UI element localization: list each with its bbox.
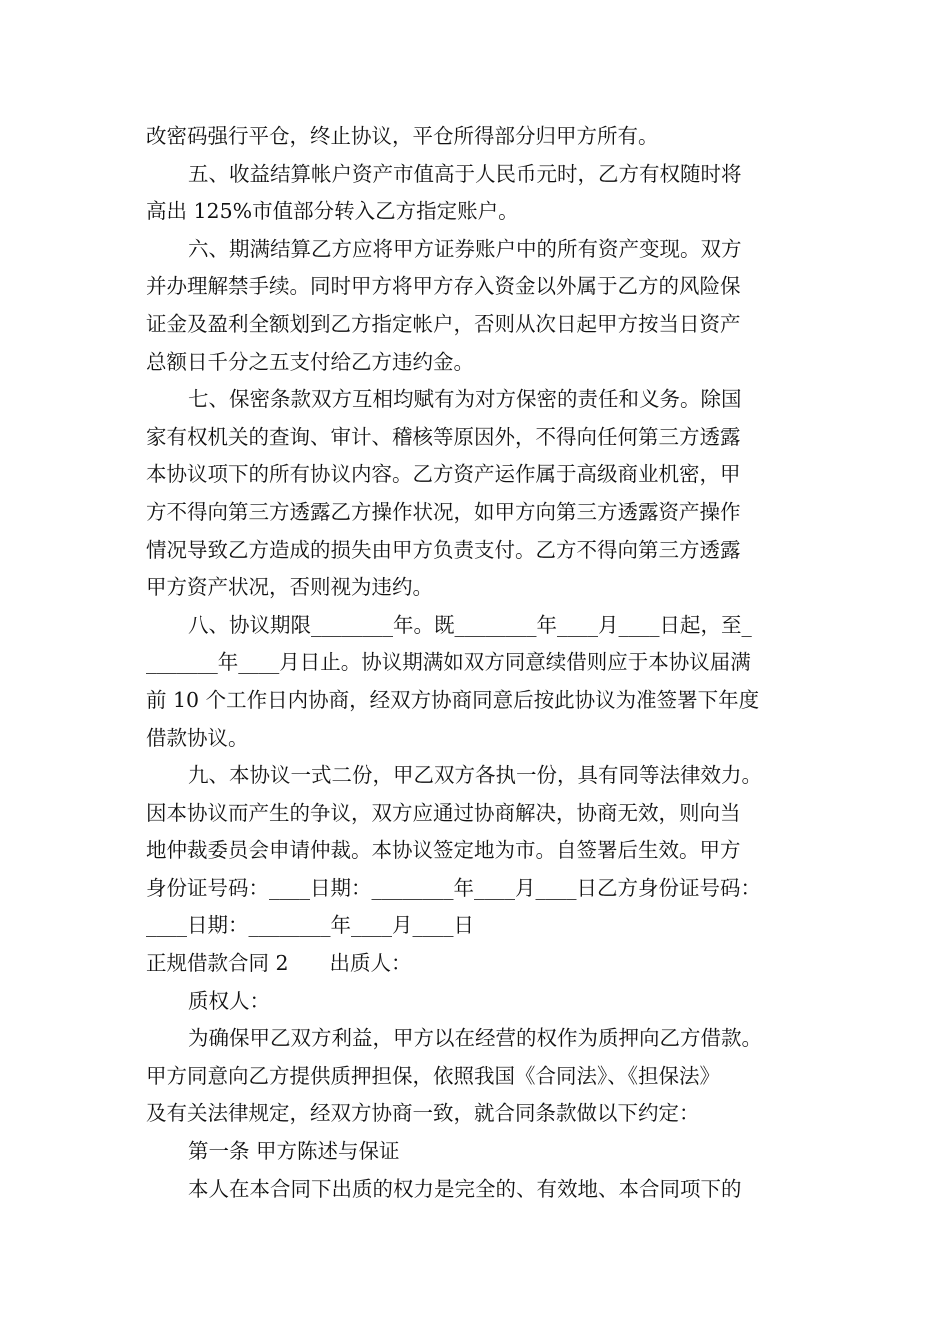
text-line: 及有关法律规定，经双方协商一致，就合同条款做以下约定：	[146, 1101, 700, 1126]
text-line: 改密码强行平仓，终止协议，平仓所得部分归甲方所有。	[146, 124, 659, 148]
paragraph-first-line: 第一条 甲方陈述与保证	[188, 1139, 400, 1164]
text-line: 借款协议。	[146, 725, 249, 750]
paragraph-first-line: 本人在本合同下出质的权力是完全的、有效地、本合同项下的	[188, 1176, 742, 1201]
text-line: 并办理解禁手续。同时甲方将甲方存入资金以外属于乙方的风险保	[146, 274, 741, 299]
paragraph-first-line: 八、协议期限________年。既________年____月____日起，至_	[188, 612, 752, 637]
text-line: 甲方同意向乙方提供质押担保，依照我国《合同法》、《担保法》	[146, 1063, 720, 1088]
text-line: 前 10 个工作日内协商，经双方协商同意后按此协议为准签署下年度	[146, 687, 760, 712]
text-line: 情况导致乙方造成的损失由甲方负责支付。乙方不得向第三方透露	[146, 537, 741, 562]
text-line: 身份证号码：____日期：________年____月____日乙方身份证号码：	[146, 875, 761, 900]
text-line: 家有权机关的查询、审计、稽核等原因外，不得向任何第三方透露	[146, 424, 741, 449]
text-line: 甲方资产状况，否则视为违约。	[146, 575, 433, 600]
text-line: ____日期：________年____月____日	[146, 913, 474, 938]
paragraph-first-line: 六、期满结算乙方应将甲方证券账户中的所有资产变现。双方	[188, 236, 742, 261]
text-line: 正规借款合同 2 出质人：	[146, 951, 412, 976]
document-body	[146, 118, 816, 1208]
text-line: _______年____月日止。协议期满如双方同意续借则应于本协议届满	[146, 650, 751, 675]
text-line: 方不得向第三方透露乙方操作状况，如甲方向第三方透露资产操作	[146, 499, 741, 524]
text-line: 高出 125%市值部分转入乙方指定账户。	[146, 199, 519, 224]
paragraph-first-line: 质权人：	[188, 988, 270, 1013]
text-line: 本协议项下的所有协议内容。乙方资产运作属于高级商业机密，甲	[146, 462, 741, 487]
paragraph-first-line: 九、本协议一式二份，甲乙双方各执一份，具有同等法律效力。	[188, 763, 762, 788]
text-line: 地仲裁委员会申请仲裁。本协议签定地为市。自签署后生效。甲方	[146, 838, 741, 863]
paragraph-first-line: 为确保甲乙双方利益，甲方以在经营的权作为质押向乙方借款。	[188, 1026, 762, 1051]
paragraph-first-line: 五、收益结算帐户资产市值高于人民币元时，乙方有权随时将	[188, 161, 742, 186]
paragraph-first-line: 七、保密条款双方互相均赋有为对方保密的责任和义务。除国	[188, 387, 742, 412]
text-line: 总额日千分之五支付给乙方违约金。	[146, 349, 474, 374]
text-line: 因本协议而产生的争议，双方应通过协商解决，协商无效，则向当	[146, 800, 741, 825]
text-line: 证金及盈利全额划到乙方指定帐户，否则从次日起甲方按当日资产	[146, 311, 741, 336]
